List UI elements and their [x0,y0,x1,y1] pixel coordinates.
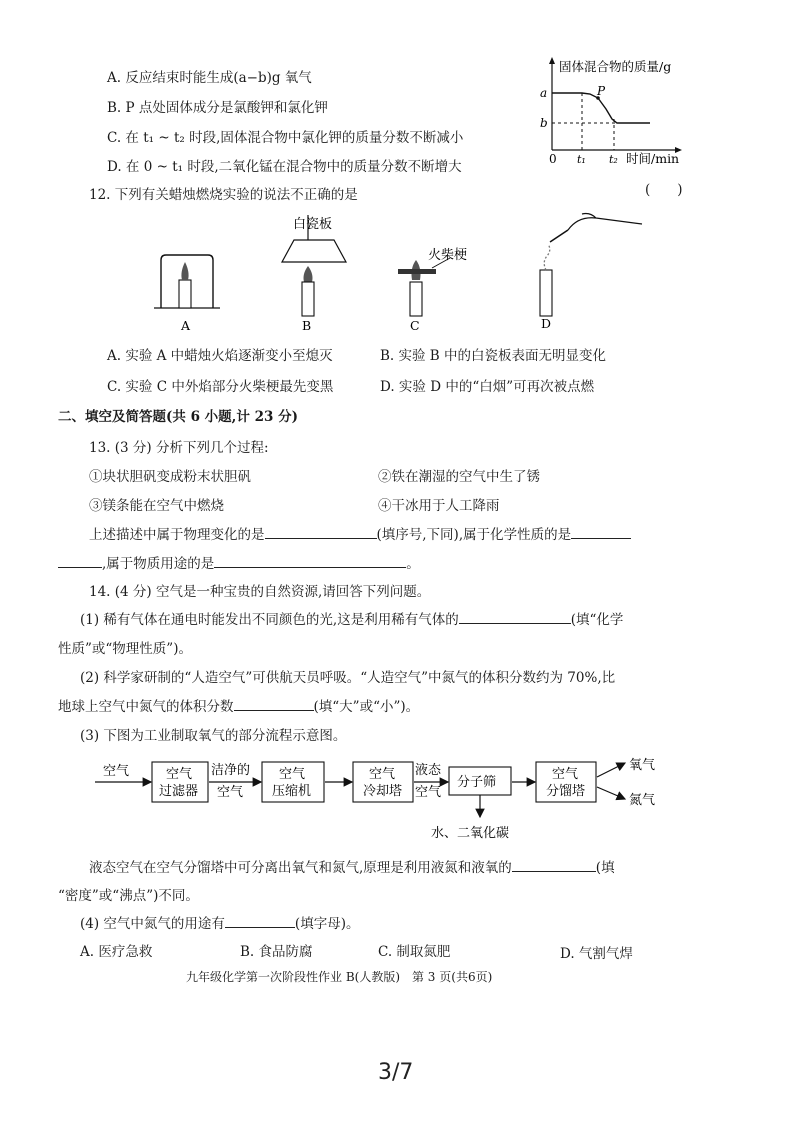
matchstick-label: 火柴梗 [428,248,468,263]
q14-p2-text-b: 地球上空气中氮气的体积分数 [58,699,234,715]
q14-p4-option-b: B. 食品防腐 [240,944,313,960]
graph-ylabel: 固体混合物的质量/g [559,59,672,74]
flow-box2-line1: 空气 [279,767,306,782]
y-axis-arrow [549,57,555,64]
answer-blank[interactable] [58,553,102,568]
q12-option-a: A. 实验 A 中蜡烛火焰逐渐变小至熄灭 [107,348,333,364]
flow-arrow [597,763,625,777]
q14-p4-option-a: A. 医疗急救 [80,944,153,960]
fig-letter-d: D [541,316,552,331]
graph-xlabel: 时间/min [626,151,680,166]
flow-box3-line1: 空气 [369,767,396,782]
q12-option-c: C. 实验 C 中外焰部分火柴梗最先变黑 [107,379,334,395]
q13-line1-text-a: 上述描述中属于物理变化的是 [89,527,265,543]
q12-option-b: B. 实验 B 中的白瓷板表面无明显变化 [380,348,607,364]
fig-letter-a: A [181,318,191,333]
q13-item-2: ②铁在潮湿的空气中生了锈 [378,469,540,485]
fig-letter-b: B [302,318,312,333]
q14-p3: (3) 下图为工业制取氧气的部分流程示意图。 [80,728,347,744]
q14-p1 [80,608,623,628]
q13-line1 [89,523,631,543]
q11-answer-bracket: ( ) [645,182,683,198]
flow-box3-line2: 冷却塔 [363,784,403,799]
graph-t2-label: t₂ [609,153,618,166]
q11-option-c: C. 在 t₁ ~ t₂ 时段,固体混合物中氯化钾的质量分数不断减小 [107,130,464,146]
flow-box5-line1: 空气 [552,767,579,782]
answer-blank[interactable] [459,609,571,624]
flow-box4-label: 分子筛 [457,775,497,790]
candle [410,282,422,316]
q14-stem: 14. (4 分) 空气是一种宝贵的自然资源,请回答下列问题。 [89,584,431,600]
q14-p4-text-b: (填字母)。 [294,916,360,932]
page-footer: 九年级化学第一次阶段性作业 B(人教版) 第 3 页(共6页) [186,970,493,984]
flame-icon [181,262,188,280]
q14-p1-cont: 性质”或“物理性质”)。 [58,641,192,657]
flow-output-oxygen: 氧气 [629,758,656,773]
flow-box1-line2: 过滤器 [159,784,199,799]
porcelain-plate [282,240,346,262]
graph-a-label: a [540,86,548,100]
q14-p1-text-b: (填“化学 [570,612,624,628]
answer-blank[interactable] [571,524,631,539]
q13-stem: 13. (3 分) 分析下列几个过程: [89,440,269,456]
graph-b-label: b [540,116,548,130]
flow-box1-line1: 空气 [166,767,193,782]
flow-box5-line2: 分馏塔 [546,784,586,799]
flow-mid2-line1: 液态 [415,763,442,778]
q14-p4-option-c: C. 制取氮肥 [378,944,451,960]
graph-t1-label: t₁ [577,153,586,166]
q14-p3b-cont: “密度”或“沸点”)不同。 [58,888,199,904]
experiment-b [282,215,346,333]
hand-icon [568,214,642,231]
flow-box2-line2: 压缩机 [272,784,312,799]
page-indicator: 3/7 [378,1060,414,1085]
q14-p4-text-a: (4) 空气中氮气的用途有 [80,916,225,932]
q14-p2-text-c: (填“大”或“小”)。 [313,699,420,715]
flow-output-nitrogen: 氮气 [629,793,656,808]
burning-match [550,230,568,242]
q14-p2: (2) 科学家研制的“人造空气”可供航天员呼吸。“人造空气”中氮气的体积分数约为 70%,比 [80,670,616,686]
answer-blank[interactable] [225,913,295,928]
white-smoke [544,244,550,270]
porcelain-label: 白瓷板 [293,217,333,232]
graph-point-label: P [597,84,606,98]
flow-box4-output: 水、二氧化碳 [431,826,510,841]
q13-item-4: ④干冰用于人工降雨 [378,498,500,514]
fig-letter-c: C [410,318,420,333]
mass-time-graph [532,55,702,170]
experiment-c [398,258,450,333]
q14-p1-text-a: (1) 稀有气体在通电时能发出不同颜色的光,这是利用稀有气体的 [80,612,459,628]
answer-blank[interactable] [512,857,596,872]
q13-item-1: ①块状胆矾变成粉末状胆矾 [89,469,251,485]
answer-blank[interactable] [214,553,406,568]
q14-p3b-text-b: (填 [595,860,615,876]
candle [179,280,191,308]
q11-option-b: B. P 点处固体成分是氯酸钾和氯化钾 [107,100,328,116]
q13-line2-text-a: ,属于物质用途的是 [102,556,215,572]
q11-option-d: D. 在 0 ~ t₁ 时段,二氧化锰在混合物中的质量分数不断增大 [107,159,462,175]
experiment-a [154,255,220,333]
flow-mid1-line2: 空气 [217,785,244,800]
flame-icon [304,266,313,282]
candle [302,282,314,316]
flow-arrow [597,787,625,799]
candle-experiments-figure [150,210,660,340]
matchstick [398,269,436,274]
q12-option-d: D. 实验 D 中的“白烟”可再次被点燃 [380,379,595,395]
q13-line1-text-b: (填序号,下同),属于化学性质的是 [376,527,572,543]
answer-blank[interactable] [234,696,314,711]
oxygen-production-flowchart [95,755,695,845]
flow-input-label: 空气 [103,764,130,779]
candle [540,270,552,316]
q14-p4-option-d: D. 气割气焊 [560,946,633,962]
q14-p2-cont [58,695,419,715]
q13-item-3: ③镁条能在空气中燃烧 [89,498,224,514]
flow-mid1-line1: 洁净的 [211,763,251,778]
q12-stem: 12. 下列有关蜡烛燃烧实验的说法不正确的是 [89,187,358,203]
q14-p4 [80,912,359,932]
q13-line2-text-b: 。 [406,556,420,572]
q11-option-a: A. 反应结束时能生成(a−b)g 氧气 [107,70,312,86]
q13-line2 [58,552,420,572]
q14-p3b-text-a: 液态空气在空气分馏塔中可分离出氧气和氮气,原理是利用液氮和液氧的 [89,860,512,876]
q14-p3b [89,856,615,876]
graph-origin-label: 0 [549,152,557,166]
answer-blank[interactable] [265,524,377,539]
section-title: 二、填空及简答题(共 6 小题,计 23 分) [58,409,298,425]
experiment-d [540,214,642,332]
flow-mid2-line2: 空气 [415,785,442,800]
